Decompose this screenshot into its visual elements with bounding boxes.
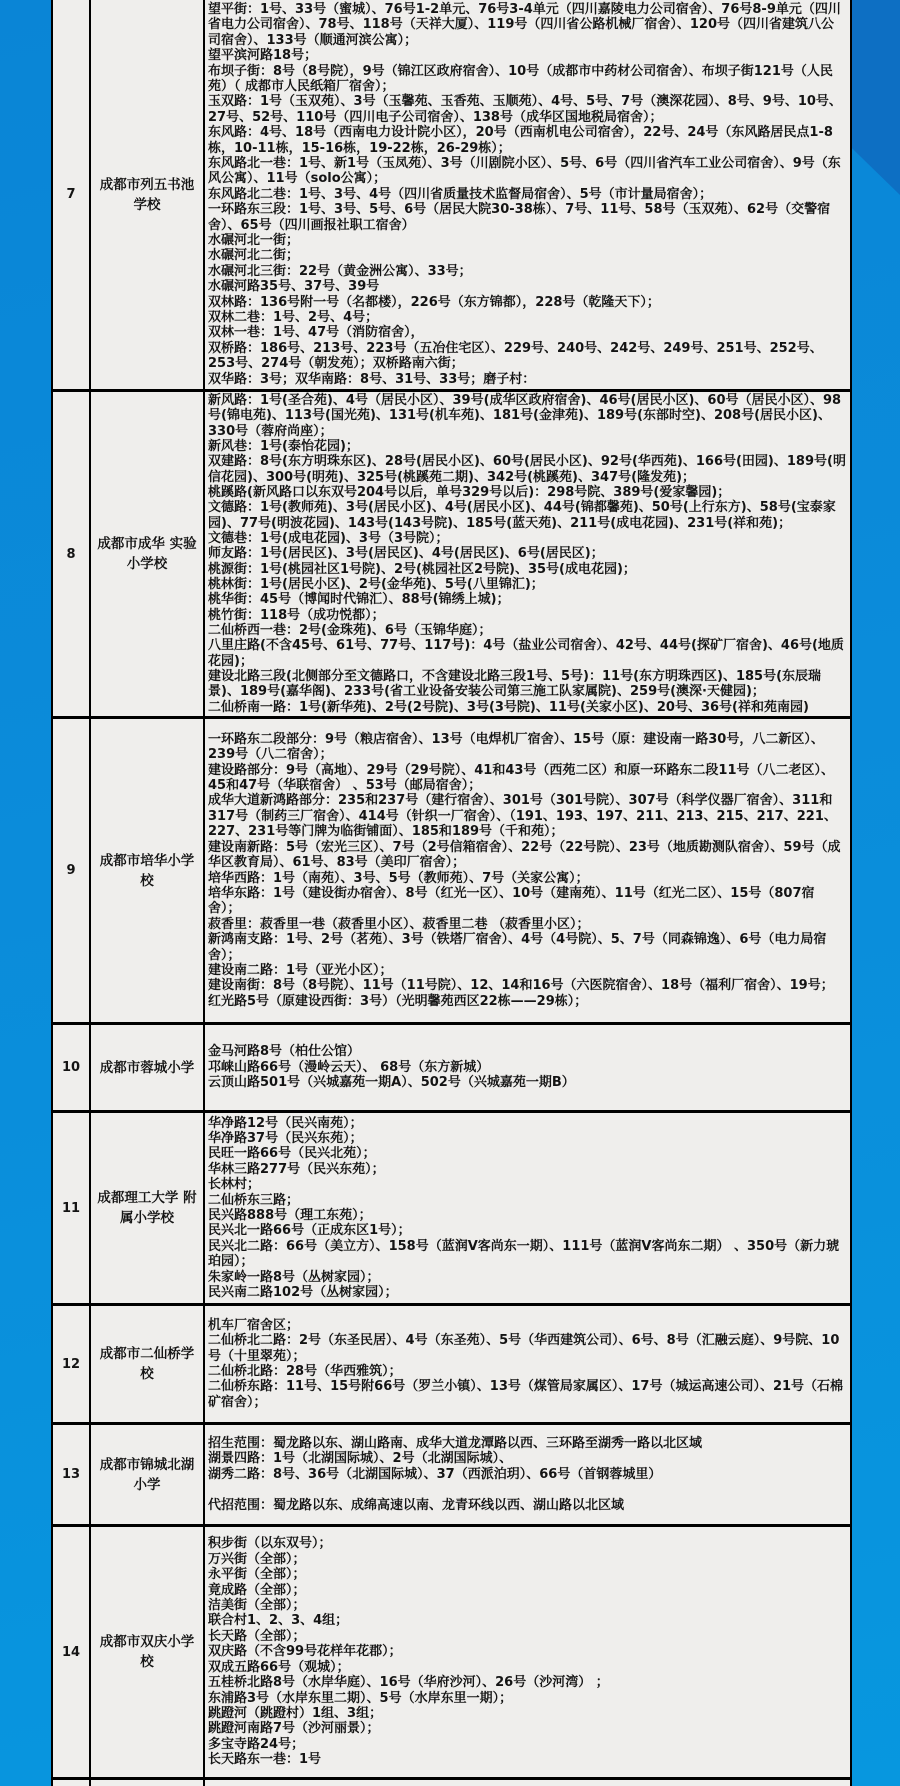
- address-entry: 双建路：8号(东方明珠东区)、28号(居民小区)、60号(居民小区)、92号(华西苑)、166号(田园)、189号(明信花园)、300号(明苑)、325号(桃蹊苑二期)、342号(桃蹊苑)、347号(隆发苑)；: [208, 454, 846, 485]
- address-entry: 民兴北一路66号（正成东区1号）；: [208, 1223, 411, 1239]
- address-entry: 文德路：1号(教师苑)、3号(居民小区)、4号(居民小区)、44号(锦都馨苑)、50号(上行东方)、58号(宝泰家园)、77号(明波花园)、143号(143号院)、185号(蓝天苑)、211号(成电花园)、231号(祥和苑)；: [208, 500, 836, 531]
- address-entry: 华林三路277号（民兴东苑）；: [208, 1161, 385, 1177]
- table-row: [53, 1022, 850, 1110]
- address-entry: 红光路5号（原建设西街：3号）（光明馨苑西区22栋——29栋）；: [208, 993, 588, 1009]
- address-entry: 桃华街：45号（博闻时代锦汇）、88号(锦绣上城)；: [208, 592, 510, 608]
- desktop-background-shade: [852, 0, 900, 195]
- address-entry: 民兴南二路102号（丛树家园）；: [208, 1285, 398, 1301]
- address-entry: [208, 1482, 846, 1497]
- address-entry: 东风路北一巷：1号、新1号（玉凤苑）、3号（川剧院小区）、5号、6号（四川省汽车工业公司宿舍）、9号（东风公寓）、11号（solo公寓）；: [208, 155, 841, 187]
- school-name-cell: [91, 1780, 205, 1786]
- address-entry: 一环路东三段：1号、3号、5号、6号（居民大院30-38栋）、7号、11号、58号（玉双苑）、62号（交警宿舍）、65号（四川画报社职工宿舍）: [208, 202, 831, 233]
- address-entry: 新风巷：1号(泰怡花园)；: [208, 438, 359, 454]
- partial-next-row: [53, 1777, 850, 1786]
- address-list-cell: [205, 1025, 850, 1110]
- address-list-cell: [205, 1425, 850, 1524]
- address-entry: 桃竹街：118号（成功悦都）；: [208, 607, 385, 623]
- address-list-cell: [205, 0, 850, 389]
- address-entry: 民旺一路66号（民兴北苑）；: [208, 1146, 376, 1162]
- address-entry: 建设路部分：9号（高地）、29号（29号院）、41和43号（西苑二区）和原一环路东二段11号（八二老区）、45和47号（华联宿舍） 、53号（邮局宿舍）；: [208, 762, 835, 794]
- address-entry: 代招范围：蜀龙路以东、成绵高速以南、龙青环线以西、湖山路以北区域: [208, 1497, 625, 1513]
- address-entry: 长林村；: [208, 1177, 261, 1193]
- table-row: [53, 1303, 850, 1422]
- address-entry: 培华东路：1号（建设街办宿舍）、8号（红光一区）、10号（建南苑）、11号（红光二区）、15号（807宿舍）；: [208, 885, 815, 917]
- address-entry: 文德巷：1号(成电花园)、3号（3号院）；: [208, 530, 449, 546]
- table-row: [53, 1524, 850, 1777]
- address-entry: 金马河路8号（柏仕公馆）: [208, 1044, 361, 1060]
- address-entry: 望平街：1号、33号（蜜城）、76号1-2单元、76号3-4单元（四川嘉陵电力公司宿舍）、76号8-9单元（四川省电力公司宿舍）、78号、118号（天祥大厦）、119号（四川省公路机械厂宿舍）、120号（四川省建筑八公司宿舍）、133号（顺通河滨公寓）；: [208, 1, 841, 48]
- address-entry: 永平街（全部）；: [208, 1567, 306, 1583]
- address-entry: 双林一巷：1号、47号（消防宿舍），: [208, 325, 424, 341]
- row-number-cell: 8: [53, 392, 91, 716]
- table-row: [53, 1422, 850, 1524]
- address-entry: 湖景四路：1号（北湖国际城）、2号（北湖国际城）、: [208, 1451, 513, 1467]
- address-entry: 二仙桥北二路：2号（东圣民居）、4号（东圣苑）、5号（华西建筑公司）、6号、8号（汇融云庭）、9号院、10号（十里翠苑）；: [208, 1333, 840, 1364]
- table-row: [53, 0, 850, 389]
- address-entry: 八里庄路(不含45号、61号、77号、117号)：4号（盐业公司宿舍）、42号、44号(探矿厂宿舍)、46号(地质花园)；: [208, 638, 844, 669]
- address-entry: 跳蹬河南路7号（沙河丽景）；: [208, 1721, 380, 1737]
- address-list-cell: [205, 1527, 850, 1777]
- school-name-cell: 成都市列五书池学校: [91, 0, 205, 389]
- address-entry: 双成五路66号（观城）；: [208, 1659, 350, 1675]
- address-entry: 华净路37号（民兴东苑）；: [208, 1130, 363, 1146]
- address-entry: 桃林街：1号(居民小区)、2号(金华苑)、5号(八里锦汇)；: [208, 576, 544, 592]
- address-entry: 双林二巷：1号、2号、4号；: [208, 310, 379, 326]
- address-entry: 多宝寺路24号；: [208, 1736, 305, 1752]
- address-entry: 五桂桥北路8号（水岸华庭）、16号（华府沙河）、26号（沙河湾） ；: [208, 1675, 609, 1691]
- address-entry: 万兴街（全部）；: [208, 1551, 306, 1567]
- row-number-cell: 10: [53, 1025, 91, 1110]
- address-entry: 建设南二路：1号（亚光小区）；: [208, 962, 393, 978]
- address-entry: 双桥路：186号、213号、223号（五冶住宅区）、229号、240号、242号、249号、251号、252号、253号、274号（朝发苑）；双桥路南六街；: [208, 340, 823, 372]
- address-entry: 新风路：1号(圣合苑)、4号（居民小区）、39号(成华区政府宿舍)、46号(居民小区)、60号（居民小区）、98号(锦电苑)、113号(国光苑)、131号(机车苑)、181号(金津苑)、189号(东部时空)、208号(居民小区)、330号（蓉府尚座）；: [208, 393, 842, 439]
- address-entry: 民兴路888号（理工东苑）；: [208, 1208, 372, 1223]
- address-entry: 建设南新路：5号（宏光三区）、7号（2号信箱宿舍）、22号（22号院）、23号（地质勘测队宿舍）、59号（成华区教育局）、61号、83号（美印厂宿舍）；: [208, 839, 841, 871]
- address-entry: 二仙桥南一路：1号(新华苑)、2号(2号院)、3号(3号院)、11号(关家小区)、20号、36号(祥和苑南园): [208, 699, 809, 715]
- address-entry: 东风路北二巷：1号、3号、4号（四川省质量技术监督局宿舍）、5号（市计量局宿舍）；: [208, 186, 713, 202]
- school-name-cell: 成都市二仙桥学校: [91, 1306, 205, 1422]
- address-entry: 朱家岭一路8号（丛树家园）；: [208, 1269, 380, 1285]
- address-entry: 成华大道新鸿路部分：235和237号（建行宿舍）、301号（301号院）、307号（科学仪器厂宿舍）、311和317号（制药三厂宿舍）、414号（针织一厂宿舍）、（191、193、197、211、213、215、217、221、227、231号等门牌为临街铺面）、185和189号（千和苑）；: [208, 793, 837, 840]
- address-entry: 建设北路三段(北侧部分至文德路口，不含建设北路三段1号、5号)：11号(东方明珠西区)、185号(东辰瑞景)、189号(嘉华阁)、233号(省工业设备安装公司第三施工队家属院)、259号(澳深·天健园)；: [208, 669, 822, 700]
- address-entry: 东浦路3号（水岸东里二期）、5号（水岸东里一期）；: [208, 1690, 513, 1706]
- address-entry: 华净路12号（民兴南苑）；: [208, 1115, 363, 1131]
- school-name-cell: 成都市双庆小学校: [91, 1527, 205, 1777]
- row-number-cell: [53, 1780, 91, 1786]
- address-entry: 玉双路：1号（玉双苑）、3号（玉馨苑、玉香苑、玉顺苑）、4号、5号、7号（澳深花园）、8号、9号、10号、27号、52号、110号（四川电子公司宿舍）、138号（成华区国地税局宿舍）；: [208, 94, 842, 125]
- school-name-cell: 成都市培华小学校: [91, 719, 205, 1022]
- address-entry: 水碾河北一街；: [208, 233, 300, 249]
- row-number-cell: 14: [53, 1527, 91, 1777]
- address-entry: 民兴北二路：66号（美立方）、158号（蓝润V客尚东一期）、111号（蓝润V客尚东二期） 、350号（新力琥珀园）；: [208, 1238, 840, 1270]
- row-number-cell: 13: [53, 1425, 91, 1524]
- address-list-cell: [205, 392, 850, 716]
- address-entry: 二仙桥西一巷：2号(金珠苑)、6号（玉锦华庭）；: [208, 623, 492, 639]
- address-entry: 洁美街（全部）；: [208, 1598, 306, 1614]
- address-entry: 水碾河北二街；: [208, 248, 300, 264]
- address-entry: 长天路（全部）；: [208, 1628, 306, 1644]
- address-entry: 望平滨河路18号；: [208, 48, 318, 64]
- school-name-cell: 成都理工大学 附属小学校: [91, 1113, 205, 1303]
- address-entry: 水碾河路35号、37号、39号: [208, 279, 380, 295]
- address-entry: 一环路东二段部分：9号（粮店宿舍）、13号（电焊机厂宿舍）、15号（原：建设南一路30号，八二新区）、239号（八二宿舍）；: [208, 731, 824, 763]
- address-entry: 双华路：3号；双华南路：8号、31号、33号；磨子村：: [208, 371, 536, 387]
- address-entry: 双林路：136号附一号（名都楼），226号（东方锦都），228号（乾隆天下）；: [208, 294, 660, 310]
- table-row: [53, 389, 850, 716]
- address-entry: 联合村1、2、3、4组；: [208, 1613, 349, 1629]
- address-entry: 桃蹊路(新风路口以东双号204号以后，单号329号以后)：298号院、389号(爱家馨园)；: [208, 484, 731, 500]
- address-list-cell: [205, 1306, 850, 1422]
- address-entry: 建设南街：8号（8号院）、11号（11号院）、12、14和16号（六医院宿舍）、18号（福利厂宿舍）、19号；: [208, 978, 834, 994]
- address-entry: 培华西路：1号（南苑）、3号、5号（教师苑）、7号（关家公寓）；: [208, 870, 589, 886]
- table-row: [53, 716, 850, 1022]
- table-row: [53, 1110, 850, 1303]
- row-number-cell: 12: [53, 1306, 91, 1422]
- address-entry: 新鸿南支路：1号、2号（茗苑）、3号（铁塔厂宿舍）、4号（4号院）、5、7号（同森锦逸）、6号（电力局宿舍）；: [208, 932, 827, 963]
- address-entry: 湖秀二路：8号、36号（北湖国际城）、37（西派泊玥）、66号（首钢蓉城里）: [208, 1466, 662, 1482]
- address-entry: 东风路：4号、18号（西南电力设计院小区），20号（西南机电公司宿舍），22号、24号（东风路居民点1-8栋，10-11栋，15-16栋，19-22栋，26-29栋）；: [208, 125, 833, 156]
- address-entry: 师友路：1号(居民区)、3号(居民区)、4号(居民区)、6号(居民区)；: [208, 546, 604, 562]
- school-name-cell: 成都市成华 实验小学校: [91, 392, 205, 716]
- school-name-cell: 成都市锦城北湖小学: [91, 1425, 205, 1524]
- row-number-cell: 11: [53, 1113, 91, 1303]
- row-number-cell: 9: [53, 719, 91, 1022]
- address-entry: 布坝子街：8号（8号院），9号（锦江区政府宿舍）、10号（成都市中药材公司宿舍）、布坝子街121号（人民苑）（ 成都市人民纸箱厂宿舍）；: [208, 63, 833, 94]
- address-entry: 水碾河北三街：22号（黄金洲公寓）、33号；: [208, 263, 472, 279]
- address-list-cell: [205, 719, 850, 1022]
- school-district-table: [51, 0, 852, 1786]
- address-list-cell: [205, 1780, 850, 1786]
- address-entry: 竟成路（全部）；: [208, 1582, 306, 1598]
- address-entry: 二仙桥北路：28号（华西雅筑）；: [208, 1364, 402, 1379]
- address-entry: 菽香里：菽香里一巷（菽香里小区）、菽香里二巷 （菽香里小区）；: [208, 916, 590, 932]
- address-entry: 二仙桥东三路；: [208, 1192, 300, 1208]
- address-entry: 招生范围：蜀龙路以东、湖山路南、成华大道龙潭路以西、三环路至湖秀一路以北区域: [208, 1435, 703, 1451]
- address-list-cell: [205, 1113, 850, 1303]
- address-entry: 跳蹬河（跳蹬村）1组、3组；: [208, 1705, 383, 1721]
- address-entry: 机车厂宿舍区；: [208, 1317, 300, 1333]
- address-entry: 二仙桥东路：11号、15号附66号（罗兰小镇）、13号（煤管局家属区）、17号（城运高速公司）、21号（石棉矿宿舍）；: [208, 1379, 844, 1410]
- address-entry: 双庆路（不含99号花样年花郡）；: [208, 1644, 402, 1660]
- address-entry: 云顶山路501号（兴城嘉苑一期A）、502号（兴城嘉苑一期B）: [208, 1075, 575, 1091]
- address-entry: 积步街（以东双号）；: [208, 1536, 332, 1552]
- address-entry: 桃源街：1号(桃园社区1号院)、2号(桃园社区2号院)、35号(成电花园)；: [208, 561, 636, 577]
- address-entry: 长天路东一巷：1号: [208, 1752, 322, 1768]
- address-entry: 邛崃山路66号（漫岭云天）、 68号（东方新城）: [208, 1059, 490, 1075]
- row-number-cell: 7: [53, 0, 91, 389]
- school-name-cell: 成都市蓉城小学: [91, 1025, 205, 1110]
